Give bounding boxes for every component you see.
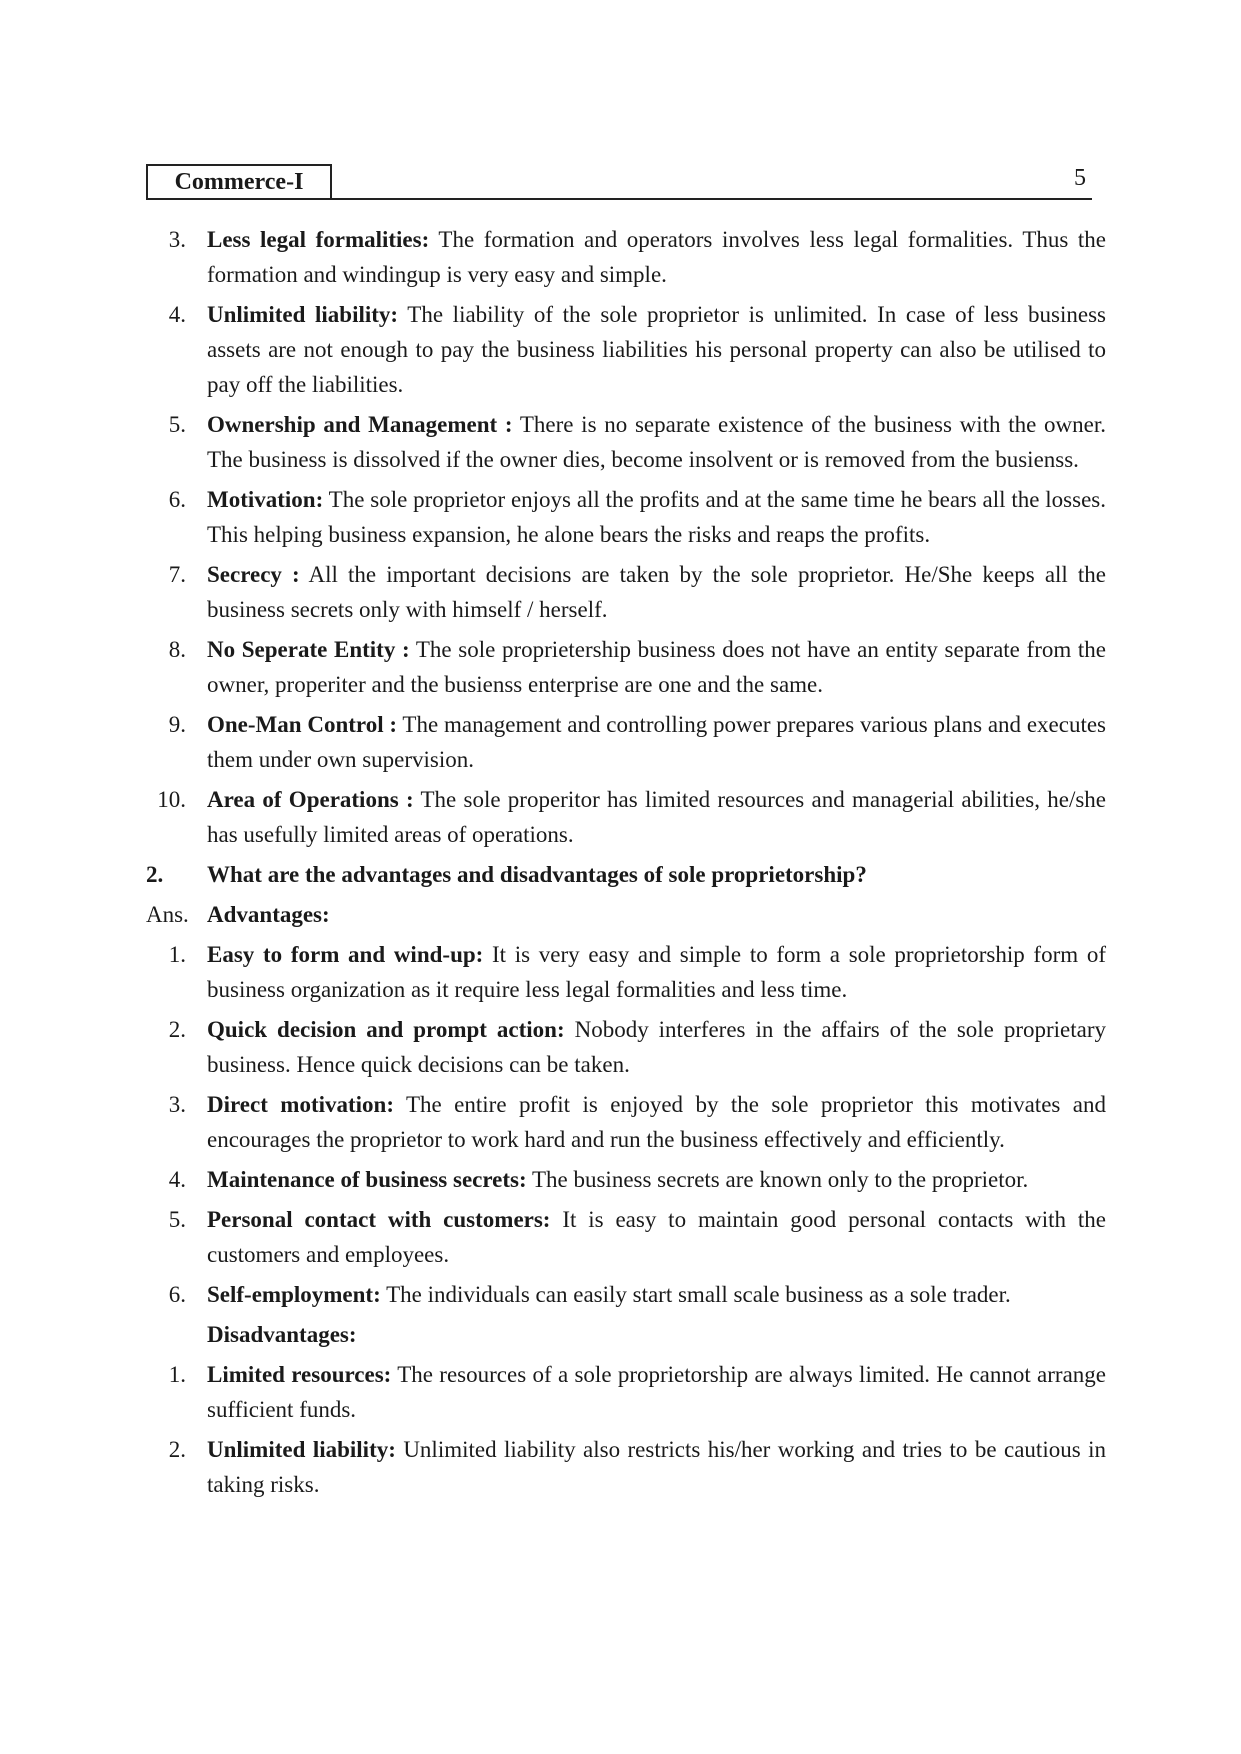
item-text: The resources of a sole proprietorship are always limited. He cannot arrange sufficient funds. (207, 1362, 1106, 1422)
item-number: 7. (168, 562, 186, 587)
list-item (146, 1087, 1106, 1157)
item-number: 3. (168, 1092, 186, 1117)
item-number: 2. (168, 1437, 186, 1462)
item-number: 4. (168, 302, 186, 327)
page-content (146, 222, 1106, 1507)
item-text: The sole proprietership business does not have an entity separate from the owner, properiter and the busienss enterprise are one and the same. (207, 637, 1106, 697)
list-item (146, 1432, 1106, 1502)
item-term: Unlimited liability: (207, 1437, 396, 1462)
list-item (146, 222, 1106, 292)
page-header (146, 164, 1092, 202)
item-text: The sole proprietor enjoys all the profits and at the same time he bears all the losses. This helping business expansion, he alone bears the risks and reaps the profits. (207, 487, 1106, 547)
answer-heading (146, 897, 1106, 932)
item-number: 10. (157, 787, 186, 812)
list-item (146, 1162, 1106, 1197)
list-item (146, 557, 1106, 627)
disadvantages-heading: Disadvantages: (207, 1322, 357, 1347)
item-term: One-Man Control : (207, 712, 398, 737)
item-number: 4. (168, 1167, 186, 1192)
item-term: Personal contact with customers: (207, 1207, 551, 1232)
list-item (146, 707, 1106, 777)
item-number: 9. (168, 712, 186, 737)
list-item (146, 297, 1106, 402)
item-number: 3. (168, 227, 186, 252)
item-term: No Seperate Entity : (207, 637, 410, 662)
item-text: It is easy to maintain good personal contacts with the customers and employees. (207, 1207, 1106, 1267)
item-text: The entire profit is enjoyed by the sole proprietor this motivates and encourages the proprietor to work hard and run the business effectively and efficiently. (207, 1092, 1106, 1152)
list-item (146, 1012, 1106, 1082)
list-item (146, 407, 1106, 477)
list-item (146, 937, 1106, 1007)
item-number: 1. (168, 942, 186, 967)
item-text: The management and controlling power prepares various plans and executes them under own supervision. (207, 712, 1106, 772)
item-term: Maintenance of business secrets: (207, 1167, 527, 1192)
item-text: The liability of the sole proprietor is unlimited. In case of less business assets are not enough to pay the business liabilities his personal property can also be utilised to pay off the liabilities. (207, 302, 1106, 397)
item-text: The formation and operators involves less legal formalities. Thus the formation and windingup is very easy and simple. (207, 227, 1106, 287)
item-term: Easy to form and wind-up: (207, 942, 484, 967)
list-item (146, 632, 1106, 702)
item-text: The sole properitor has limited resources and managerial abilities, he/she has usefully limited areas of operations. (207, 787, 1106, 847)
item-number: 6. (168, 487, 186, 512)
list-item (146, 1357, 1106, 1427)
question-text: What are the advantages and disadvantages of sole proprietorship? (207, 862, 867, 887)
item-term: Unlimited liability: (207, 302, 399, 327)
item-term: Direct motivation: (207, 1092, 394, 1117)
item-term: Motivation: (207, 487, 324, 512)
list-item (146, 782, 1106, 852)
list-item (146, 1202, 1106, 1272)
item-term: Self-employment: (207, 1282, 381, 1307)
item-term: Area of Operations : (207, 787, 414, 812)
list-item (146, 482, 1106, 552)
item-text: All the important decisions are taken by the sole proprietor. He/She keeps all the business secrets only with himself / herself. (207, 562, 1107, 622)
item-term: Less legal formalities: (207, 227, 430, 252)
answer-label: Ans. (146, 902, 189, 927)
item-number: 6. (168, 1282, 186, 1307)
header-rule (332, 198, 1092, 200)
item-text: There is no separate existence of the business with the owner. The business is dissolved if the owner dies, become insolvent or is removed from the busienss. (207, 412, 1106, 472)
question-number: 2. (146, 862, 164, 887)
page-number: 5 (1074, 165, 1086, 191)
item-term: Limited resources: (207, 1362, 392, 1387)
item-term: Secrecy : (207, 562, 300, 587)
item-text: The business secrets are known only to the proprietor. (526, 1167, 1029, 1192)
item-number: 2. (168, 1017, 186, 1042)
item-term: Ownership and Management : (207, 412, 513, 437)
item-number: 5. (168, 1207, 186, 1232)
question (146, 857, 1106, 892)
advantages-heading: Advantages: (207, 902, 330, 927)
item-number: 8. (168, 637, 186, 662)
item-term: Quick decision and prompt action: (207, 1017, 565, 1042)
item-text: Unlimited liability also restricts his/her working and tries to be cautious in taking risks. (207, 1437, 1106, 1497)
list-item (146, 1277, 1106, 1312)
item-text: Nobody interferes in the affairs of the sole proprietary business. Hence quick decisions can be taken. (207, 1017, 1107, 1077)
item-number: 5. (168, 412, 186, 437)
item-text: The individuals can easily start small scale business as a sole trader. (380, 1282, 1011, 1307)
item-number: 1. (168, 1362, 186, 1387)
subject-title: Commerce-I (146, 164, 332, 200)
item-text: It is very easy and simple to form a sole proprietorship form of business organization as it require less legal formalities and less time. (207, 942, 1106, 1002)
